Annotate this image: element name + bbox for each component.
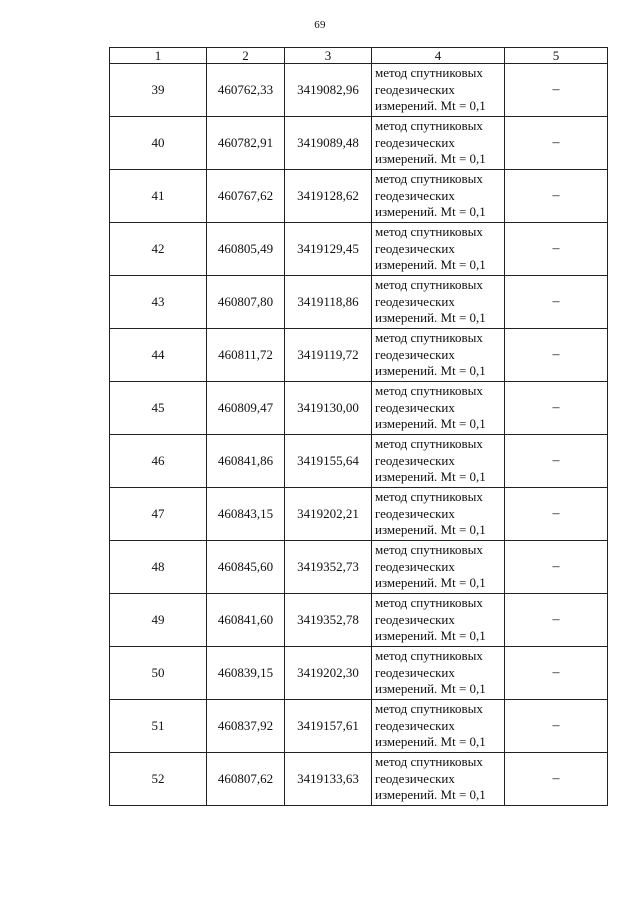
method-text-line-1: метод спутниковых: [375, 171, 483, 187]
y-coordinate-cell: 3419119,72: [285, 329, 372, 382]
y-coordinate-cell: 3419155,64: [285, 435, 372, 488]
point-number-cell: 42: [110, 223, 207, 276]
y-coordinate-cell: 3419202,30: [285, 647, 372, 700]
method-text-line-3: измерений. Mt = 0,1: [375, 628, 486, 644]
method-text-line-2: геодезических: [375, 346, 455, 362]
method-text-line-3: измерений. Mt = 0,1: [375, 734, 486, 750]
x-coordinate-cell: 460841,60: [207, 594, 285, 647]
method-text-line-3: измерений. Mt = 0,1: [375, 363, 486, 379]
table-row: [110, 488, 608, 541]
table-row: [110, 594, 608, 647]
header-cell-5: 5: [505, 48, 608, 64]
point-number-cell: 43: [110, 276, 207, 329]
page-number: 69: [314, 19, 326, 31]
table-row: [110, 700, 608, 753]
method-text-line-2: геодезических: [375, 611, 455, 627]
method-cell: [372, 170, 505, 223]
note-cell: –: [505, 753, 608, 806]
table-row: [110, 64, 608, 117]
point-number-cell: 39: [110, 64, 207, 117]
point-number-cell: 48: [110, 541, 207, 594]
point-number-cell: 44: [110, 329, 207, 382]
note-cell: –: [505, 276, 608, 329]
method-cell: [372, 117, 505, 170]
y-coordinate-cell: 3419352,78: [285, 594, 372, 647]
point-number-cell: 45: [110, 382, 207, 435]
point-number-cell: 49: [110, 594, 207, 647]
y-coordinate-cell: 3419202,21: [285, 488, 372, 541]
point-number-cell: 46: [110, 435, 207, 488]
point-number-cell: 41: [110, 170, 207, 223]
x-coordinate-cell: 460839,15: [207, 647, 285, 700]
method-cell: [372, 276, 505, 329]
y-coordinate-cell: 3419130,00: [285, 382, 372, 435]
method-text-line-3: измерений. Mt = 0,1: [375, 522, 486, 538]
header-cell-3: 3: [285, 48, 372, 64]
method-text-line-3: измерений. Mt = 0,1: [375, 151, 486, 167]
method-cell: [372, 753, 505, 806]
y-coordinate-cell: 3419089,48: [285, 117, 372, 170]
note-cell: –: [505, 64, 608, 117]
x-coordinate-cell: 460767,62: [207, 170, 285, 223]
method-cell: [372, 329, 505, 382]
x-coordinate-cell: 460807,62: [207, 753, 285, 806]
table-row: [110, 435, 608, 488]
method-cell: [372, 700, 505, 753]
note-cell: –: [505, 435, 608, 488]
note-cell: –: [505, 170, 608, 223]
point-number-cell: 50: [110, 647, 207, 700]
method-text-line-1: метод спутниковых: [375, 489, 483, 505]
method-text-line-2: геодезических: [375, 717, 455, 733]
y-coordinate-cell: 3419157,61: [285, 700, 372, 753]
table-row: [110, 117, 608, 170]
note-cell: –: [505, 700, 608, 753]
method-text-line-2: геодезических: [375, 240, 455, 256]
method-cell: [372, 488, 505, 541]
note-cell: –: [505, 117, 608, 170]
method-text-line-3: измерений. Mt = 0,1: [375, 98, 486, 114]
note-cell: –: [505, 382, 608, 435]
x-coordinate-cell: 460841,86: [207, 435, 285, 488]
method-text-line-1: метод спутниковых: [375, 277, 483, 293]
note-cell: –: [505, 488, 608, 541]
point-number-cell: 40: [110, 117, 207, 170]
method-cell: [372, 435, 505, 488]
method-text-line-3: измерений. Mt = 0,1: [375, 469, 486, 485]
method-text-line-1: метод спутниковых: [375, 542, 483, 558]
x-coordinate-cell: 460762,33: [207, 64, 285, 117]
method-text-line-1: метод спутниковых: [375, 436, 483, 452]
y-coordinate-cell: 3419082,96: [285, 64, 372, 117]
y-coordinate-cell: 3419129,45: [285, 223, 372, 276]
header-cell-2: 2: [207, 48, 285, 64]
method-text-line-3: измерений. Mt = 0,1: [375, 681, 486, 697]
table-row: [110, 541, 608, 594]
method-cell: [372, 64, 505, 117]
method-cell: [372, 541, 505, 594]
y-coordinate-cell: 3419133,63: [285, 753, 372, 806]
table-row: [110, 170, 608, 223]
note-cell: –: [505, 223, 608, 276]
method-text-line-1: метод спутниковых: [375, 701, 483, 717]
method-text-line-1: метод спутниковых: [375, 648, 483, 664]
y-coordinate-cell: 3419118,86: [285, 276, 372, 329]
method-text-line-2: геодезических: [375, 293, 455, 309]
point-number-cell: 51: [110, 700, 207, 753]
header-cell-4: 4: [372, 48, 505, 64]
y-coordinate-cell: 3419352,73: [285, 541, 372, 594]
method-text-line-1: метод спутниковых: [375, 65, 483, 81]
x-coordinate-cell: 460805,49: [207, 223, 285, 276]
table-row: [110, 753, 608, 806]
method-cell: [372, 594, 505, 647]
method-text-line-3: измерений. Mt = 0,1: [375, 257, 486, 273]
method-text-line-2: геодезических: [375, 187, 455, 203]
method-text-line-2: геодезических: [375, 505, 455, 521]
x-coordinate-cell: 460782,91: [207, 117, 285, 170]
method-text-line-2: геодезических: [375, 664, 455, 680]
method-text-line-1: метод спутниковых: [375, 383, 483, 399]
method-cell: [372, 223, 505, 276]
x-coordinate-cell: 460843,15: [207, 488, 285, 541]
note-cell: –: [505, 594, 608, 647]
method-cell: [372, 382, 505, 435]
note-cell: –: [505, 647, 608, 700]
header-row: [110, 48, 608, 64]
note-cell: –: [505, 329, 608, 382]
x-coordinate-cell: 460811,72: [207, 329, 285, 382]
method-text-line-2: геодезических: [375, 134, 455, 150]
method-cell: [372, 647, 505, 700]
method-text-line-2: геодезических: [375, 399, 455, 415]
method-text-line-2: геодезических: [375, 558, 455, 574]
point-number-cell: 52: [110, 753, 207, 806]
coordinates-table: [109, 47, 608, 806]
method-text-line-2: геодезических: [375, 81, 455, 97]
method-text-line-3: измерений. Mt = 0,1: [375, 310, 486, 326]
method-text-line-3: измерений. Mt = 0,1: [375, 204, 486, 220]
y-coordinate-cell: 3419128,62: [285, 170, 372, 223]
method-text-line-2: геодезических: [375, 770, 455, 786]
header-cell-1: 1: [110, 48, 207, 64]
method-text-line-3: измерений. Mt = 0,1: [375, 416, 486, 432]
method-text-line-1: метод спутниковых: [375, 224, 483, 240]
table-row: [110, 329, 608, 382]
x-coordinate-cell: 460845,60: [207, 541, 285, 594]
method-text-line-1: метод спутниковых: [375, 330, 483, 346]
method-text-line-3: измерений. Mt = 0,1: [375, 575, 486, 591]
note-cell: –: [505, 541, 608, 594]
table-row: [110, 276, 608, 329]
x-coordinate-cell: 460807,80: [207, 276, 285, 329]
method-text-line-3: измерений. Mt = 0,1: [375, 787, 486, 803]
point-number-cell: 47: [110, 488, 207, 541]
x-coordinate-cell: 460837,92: [207, 700, 285, 753]
table-row: [110, 223, 608, 276]
method-text-line-2: геодезических: [375, 452, 455, 468]
method-text-line-1: метод спутниковых: [375, 118, 483, 134]
table-row: [110, 382, 608, 435]
method-text-line-1: метод спутниковых: [375, 595, 483, 611]
method-text-line-1: метод спутниковых: [375, 754, 483, 770]
x-coordinate-cell: 460809,47: [207, 382, 285, 435]
table-row: [110, 647, 608, 700]
